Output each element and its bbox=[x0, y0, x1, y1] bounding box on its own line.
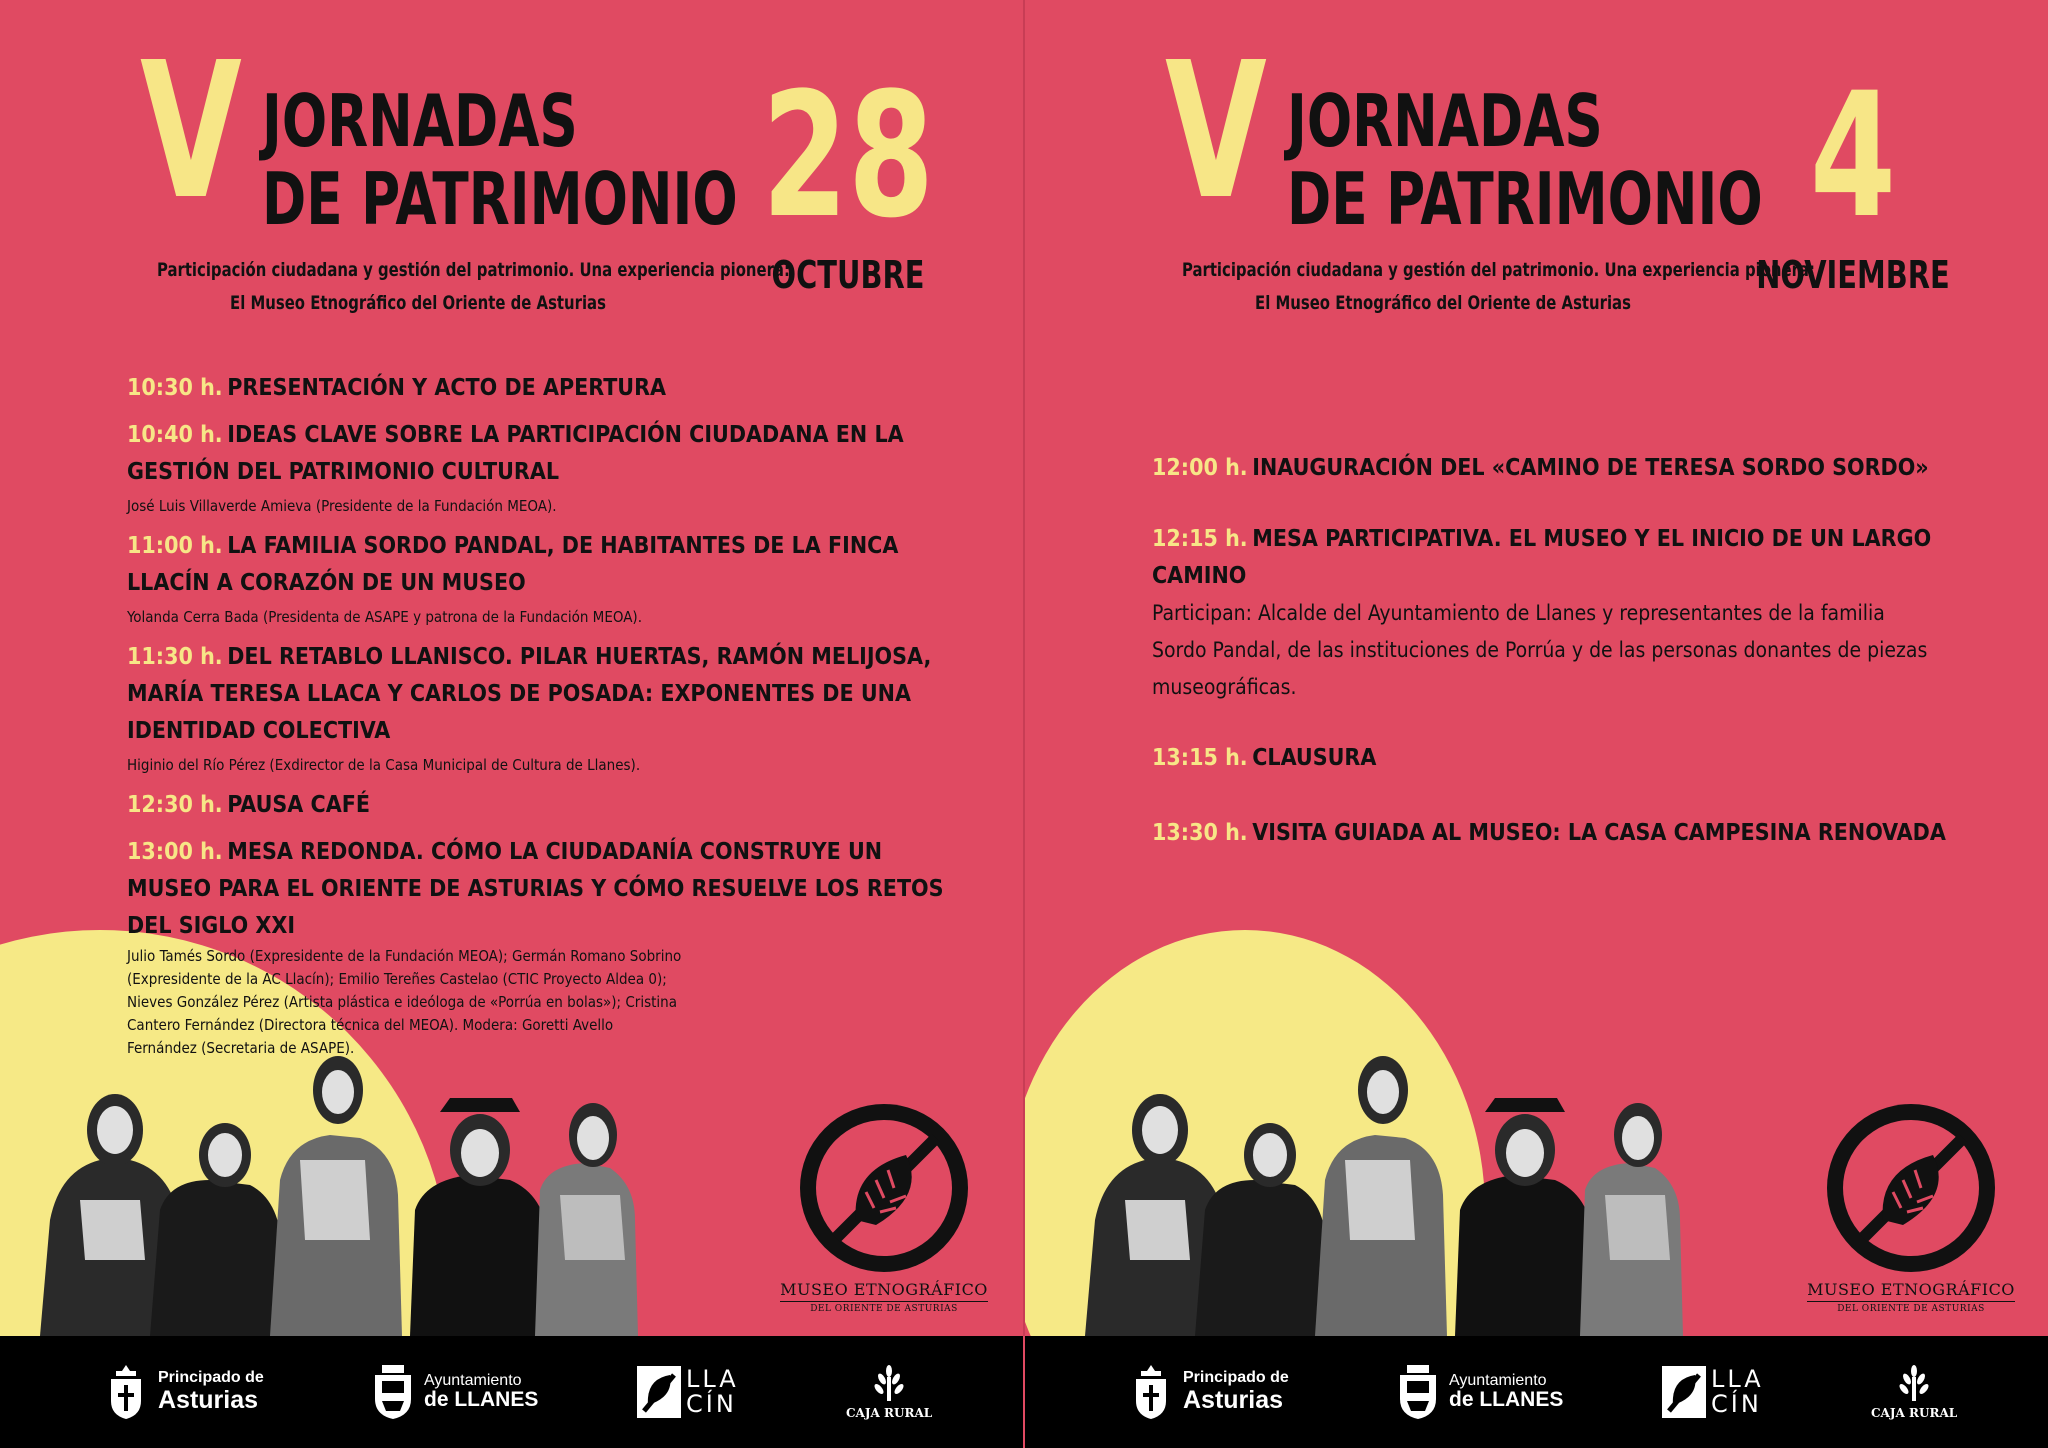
speaker: Higinio del Río Pérez (Exdirector de la Casa Municipal de Cultura de Llanes). bbox=[127, 756, 641, 774]
asturias-shield-icon bbox=[108, 1363, 144, 1421]
schedule-item: 11:30 h. DEL RETABLO LLANISCO. PILAR HUERTAS, RAMÓN MELIJOSA, MARÍA TERESA LLACA Y CARLOS DE POSADA: EXPONENTES DE UNA IDENTIDAD COLECTIVA Higinio del Río Pérez (Exdirector de la Casa Municipal de Cultura de Llanes). bbox=[127, 639, 967, 777]
event-title: JORNADAS DE PATRIMONIO bbox=[262, 79, 738, 241]
event-subtitle: Participación ciudadana y gestión del patrimonio. Una experiencia pionera: El Museo Etnográfico del Oriente de Asturias bbox=[157, 259, 790, 314]
schedule bbox=[1152, 450, 1992, 852]
llanes-crest-icon bbox=[1397, 1363, 1439, 1421]
sponsor-principado: Principado de Asturias bbox=[108, 1336, 264, 1448]
poster-november bbox=[1025, 0, 2048, 1448]
family-photo bbox=[20, 1020, 640, 1336]
schedule-item: 13:30 h. VISITA GUIADA AL MUSEO: LA CASA CAMPESINA RENOVADA bbox=[1152, 820, 1946, 846]
sponsor-llacin: LLA CÍN bbox=[1661, 1336, 1764, 1448]
roman-numeral: V bbox=[140, 22, 240, 241]
sponsor-ayuntamiento: Ayuntamiento de LLANES bbox=[372, 1336, 538, 1448]
date-day: 28 bbox=[761, 55, 935, 256]
roman-numeral: V bbox=[1165, 22, 1265, 241]
museum-logo-icon bbox=[1823, 1100, 1999, 1276]
llanes-crest-icon bbox=[372, 1363, 414, 1421]
museum-name: MUSEO ETNOGRÁFICO DEL ORIENTE DE ASTURIAS bbox=[780, 1280, 988, 1314]
speaker: Julio Tamés Sordo (Expresidente de la Fundación MEOA); Germán Romano Sobrino (Expresidente de la AC Llacín); Emilio Tereñes Castelao (CTIC Proyecto Aldea 0); Nieves González Pérez (Artista plástica e ideóloga de «Porrúa en bolas»); Cristina Cantero Fernández (Directora técnica del MEOA). Modera: Goretti Avello Fernández (Secretaria de ASAPE). bbox=[127, 947, 682, 1057]
llacin-leaf-icon bbox=[636, 1365, 682, 1419]
date-month: OCTUBRE bbox=[771, 253, 925, 297]
schedule bbox=[127, 370, 967, 1060]
date-month: NOVIEMBRE bbox=[1756, 253, 1950, 297]
sponsor-bar bbox=[1025, 1336, 2048, 1448]
sponsor-bar bbox=[0, 1336, 1023, 1448]
schedule-item: 10:40 h. IDEAS CLAVE SOBRE LA PARTICIPACIÓN CIUDADANA EN LA GESTIÓN DEL PATRIMONIO CULTURAL José Luis Villaverde Amieva (Presidente de la Fundación MEOA). bbox=[127, 417, 967, 518]
schedule-item: 12:15 h. MESA PARTICIPATIVA. EL MUSEO Y EL INICIO DE UN LARGO CAMINO Participan: Alcalde del Ayuntamiento de Llanes y representantes de la familia Sordo Pandal, de las instituciones de Porrúa y de las personas donantes de piezas museográficas. bbox=[1152, 521, 1992, 706]
asturias-shield-icon bbox=[1133, 1363, 1169, 1421]
sponsor-caja-rural: CAJA RURAL bbox=[846, 1336, 932, 1448]
schedule-item: 11:00 h. LA FAMILIA SORDO PANDAL, DE HABITANTES DE LA FINCA LLACÍN A CORAZÓN DE UN MUSEO Yolanda Cerra Bada (Presidenta de ASAPE y patrona de la Fundación MEOA). bbox=[127, 528, 967, 629]
sponsor-principado: Principado de Asturias bbox=[1133, 1336, 1289, 1448]
date-day: 4 bbox=[1809, 55, 1897, 256]
llacin-leaf-icon bbox=[1661, 1365, 1707, 1419]
sponsor-caja-rural: CAJA RURAL bbox=[1871, 1336, 1957, 1448]
museum-name: MUSEO ETNOGRÁFICO DEL ORIENTE DE ASTURIAS bbox=[1807, 1280, 2015, 1314]
event-title: JORNADAS DE PATRIMONIO bbox=[1287, 79, 1763, 241]
item-description: Participan: Alcalde del Ayuntamiento de Llanes y representantes de la familia Sordo Pandal, de las instituciones de Porrúa y de las personas donantes de piezas museográficas. bbox=[1152, 601, 1928, 699]
schedule-item: 12:30 h. PAUSA CAFÉ bbox=[127, 792, 371, 818]
schedule-item: 13:00 h. MESA REDONDA. CÓMO LA CIUDADANÍA CONSTRUYE UN MUSEO PARA EL ORIENTE DE ASTURIAS Y CÓMO RESUELVE LOS RETOS DEL SIGLO XXI Julio Tamés Sordo (Expresidente de la Fundación MEOA); Germán Romano Sobrino (Expresidente de la AC Llacín); Emilio Tereñes Castelao (CTIC Proyecto Aldea 0); Nieves González Pérez (Artista plástica e ideóloga de «Porrúa en bolas»); Cristina Cantero Fernández (Directora técnica del MEOA). Modera: Goretti Avello Fernández (Secretaria de ASAPE). bbox=[127, 834, 967, 1060]
speaker: Yolanda Cerra Bada (Presidenta de ASAPE y patrona de la Fundación MEOA). bbox=[127, 608, 642, 626]
schedule-item: 10:30 h. PRESENTACIÓN Y ACTO DE APERTURA bbox=[127, 375, 667, 401]
sponsor-llacin: LLA CÍN bbox=[636, 1336, 739, 1448]
wheat-icon bbox=[869, 1365, 909, 1403]
event-subtitle: Participación ciudadana y gestión del patrimonio. Una experiencia pionera: El Museo Etnográfico del Oriente de Asturias bbox=[1182, 259, 1815, 314]
poster-october bbox=[0, 0, 1023, 1448]
schedule-item: 13:15 h. CLAUSURA bbox=[1152, 745, 1377, 771]
museum-logo-icon bbox=[796, 1100, 972, 1276]
schedule-item: 12:00 h. INAUGURACIÓN DEL «CAMINO DE TERESA SORDO SORDO» bbox=[1152, 455, 1929, 481]
sponsor-ayuntamiento: Ayuntamiento de LLANES bbox=[1397, 1336, 1563, 1448]
speaker: José Luis Villaverde Amieva (Presidente de la Fundación MEOA). bbox=[127, 497, 557, 515]
wheat-icon bbox=[1894, 1365, 1934, 1403]
family-photo bbox=[1065, 1020, 1685, 1336]
